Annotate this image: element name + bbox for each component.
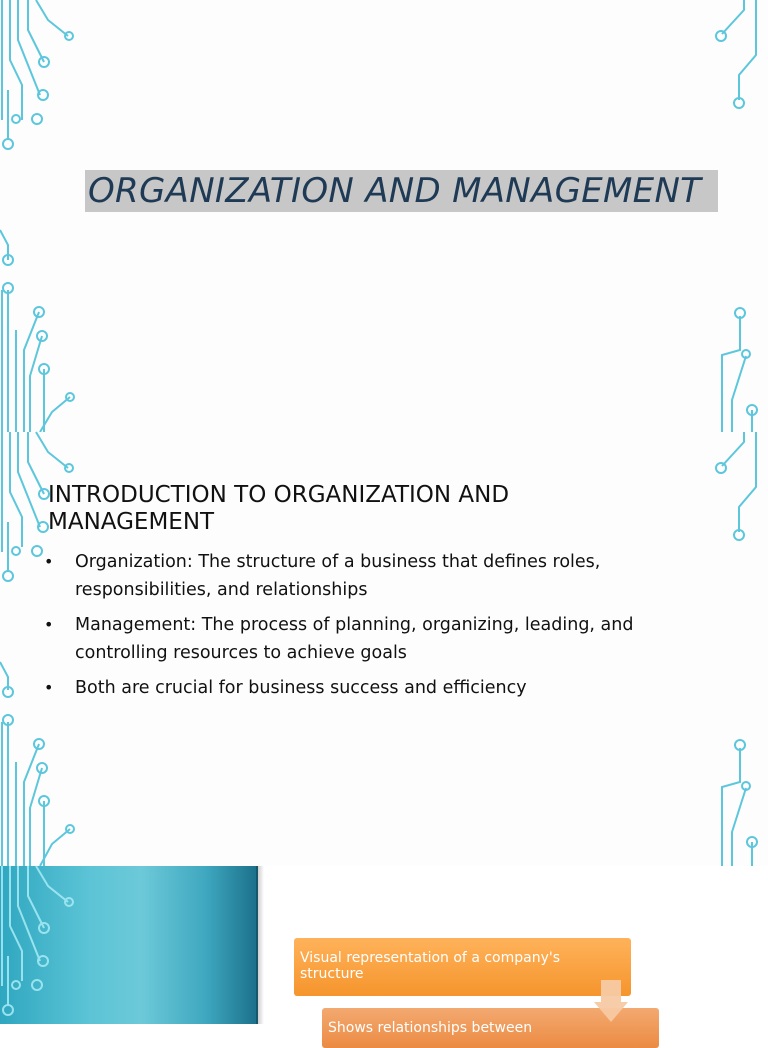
slide-title-text: ORGANIZATION AND MANAGEMENT bbox=[88, 171, 702, 211]
bullet-text: Organization: The structure of a business that defines roles, responsibilities, and relationships bbox=[75, 552, 601, 600]
bullet-text: Management: The process of planning, organizing, leading, and controlling resources to achieve goals bbox=[75, 615, 634, 663]
bullet-icon: • bbox=[44, 678, 54, 697]
process-box: Visual representation of a company's structure bbox=[294, 938, 631, 996]
process-box: Shows relationships between bbox=[322, 1008, 659, 1048]
slide-org-structure bbox=[0, 866, 768, 1036]
bullet-icon: • bbox=[44, 552, 54, 571]
bullet-item bbox=[44, 611, 664, 667]
bullet-item bbox=[44, 548, 664, 604]
down-arrow-icon bbox=[594, 980, 628, 1022]
slide-introduction bbox=[0, 432, 768, 866]
circuit-decoration-left bbox=[0, 0, 768, 432]
circuit-decoration-panel bbox=[0, 866, 258, 1024]
slide-heading: INTRODUCTION TO ORGANIZATION AND MANAGEMENT bbox=[48, 482, 510, 535]
bullet-icon: • bbox=[44, 615, 54, 634]
panel-shadow bbox=[256, 866, 264, 1024]
bullet-list bbox=[44, 548, 664, 709]
bullet-text: Both are crucial for business success and efficiency bbox=[75, 678, 527, 698]
bullet-item bbox=[44, 674, 664, 702]
slide-title bbox=[0, 0, 768, 432]
